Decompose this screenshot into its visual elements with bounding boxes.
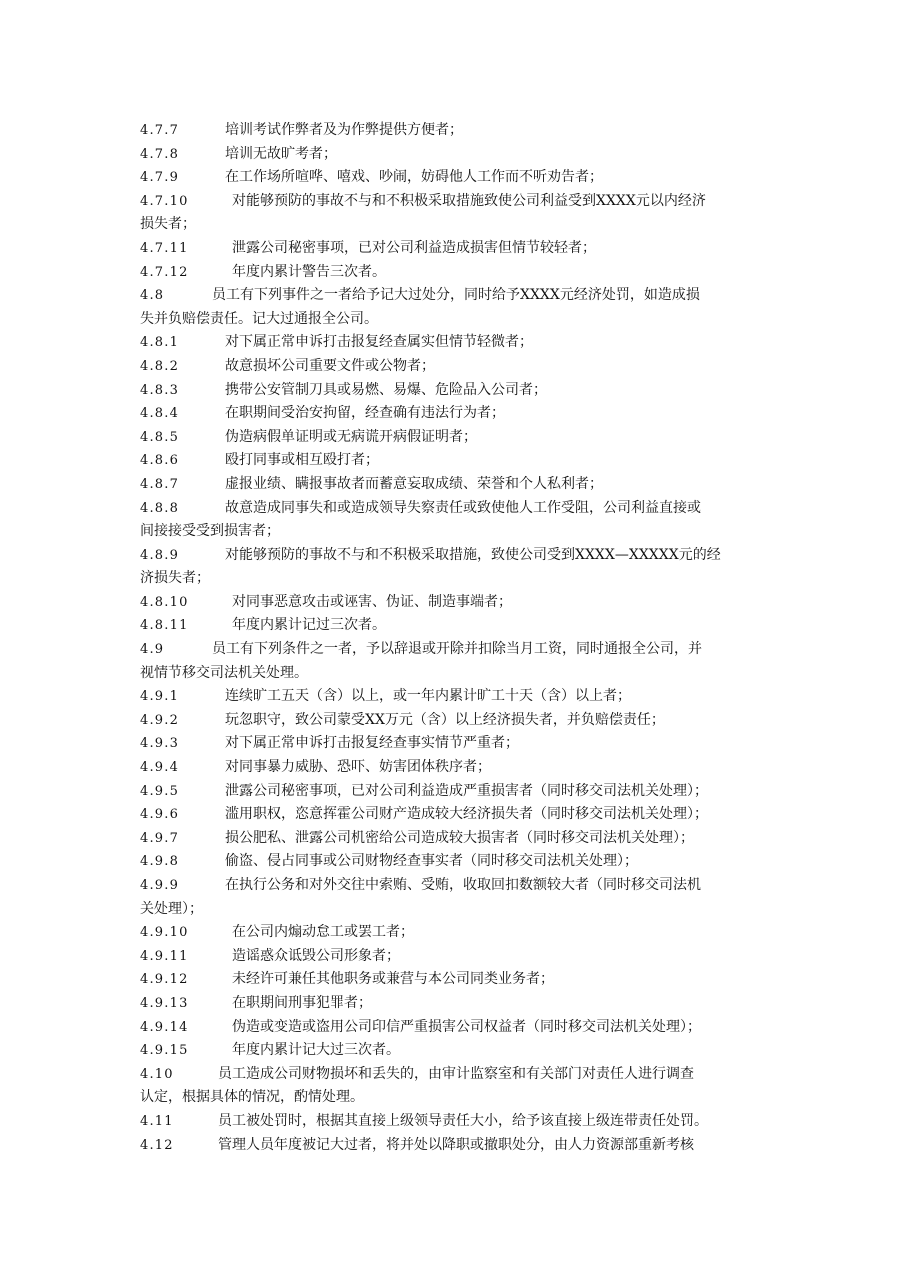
clause-line <box>140 945 780 969</box>
clause-text: 偷盗、侵占同事或公司财物经查事实者（同时移交司法机关处理）； <box>225 853 638 870</box>
clause-text: 济损失者； <box>140 570 210 587</box>
clause-line <box>140 402 780 426</box>
clause-number: 4.9.13 <box>140 995 189 1011</box>
clause-number: 4.8.8 <box>140 500 180 516</box>
clause-number: 4.8.1 <box>140 335 180 351</box>
clause-text: 培训考试作弊者及为作弊提供方便者； <box>225 122 463 138</box>
clause-text: 管理人员年度被记大过者，将并处以降职或撤职处分，由人力资源部重新考核 <box>218 1136 694 1153</box>
clause-text: 故意造成同事失和或造成领导失察责任或致使他人工作受阻，公司利益直接或 <box>225 499 701 516</box>
clause-number: 4.8.11 <box>140 618 189 634</box>
clause-continuation-line <box>140 1086 780 1110</box>
clause-continuation-line <box>140 662 780 686</box>
clause-text: 伪造病假单证明或无病谎开病假证明者； <box>225 428 477 445</box>
clause-text: 员工被处罚时，根据其直接上级领导责任大小，给予该直接上级连带责任处罚。 <box>218 1112 708 1129</box>
clause-text: 认定，根据具体的情况，酌情处理。 <box>140 1089 364 1106</box>
clause-line <box>140 709 780 733</box>
clause-text: 损失者； <box>140 216 196 233</box>
clause-text: 视情节移交司法机关处理。 <box>140 664 308 681</box>
clause-line <box>140 119 780 143</box>
clause-text: 对能够预防的事故不与和不积极采取措施，致使公司受到XXXX—XXXXX元的经 <box>225 546 721 563</box>
clause-number: 4.7.10 <box>140 193 189 209</box>
clause-continuation-line <box>140 520 780 544</box>
clause-number: 4.8.3 <box>140 382 180 398</box>
clause-line <box>140 756 780 780</box>
clause-text: 对同事暴力威胁、恐吓、妨害团体秩序者； <box>225 759 491 776</box>
clause-number: 4.9.14 <box>140 1019 189 1035</box>
clause-number: 4.9.8 <box>140 854 180 870</box>
clause-line <box>140 261 780 285</box>
clause-text: 对下属正常申诉打击报复经查属实但情节轻微者； <box>225 334 533 351</box>
clause-text: 殴打同事或相互殴打者； <box>225 452 379 469</box>
clause-number: 4.8 <box>140 288 165 304</box>
clause-text: 在工作场所喧哗、嘻戏、吵闹，妨碍他人工作而不听劝告者； <box>225 169 603 186</box>
clause-line <box>140 449 780 473</box>
clause-number: 4.9.12 <box>140 972 189 988</box>
clause-text: 造谣惑众诋毁公司形象者； <box>232 947 400 964</box>
clause-text: 失并负赔偿责任。记大过通报全公司。 <box>140 310 378 327</box>
clause-line <box>140 638 780 662</box>
clause-continuation-line <box>140 567 780 591</box>
clause-text: 在公司内煽动怠工或罢工者； <box>232 924 414 941</box>
clause-text: 损公肥私、泄露公司机密给公司造成较大损害者（同时移交司法机关处理）； <box>225 829 694 846</box>
clause-line <box>140 544 780 568</box>
clause-number: 4.8.7 <box>140 476 180 492</box>
clause-continuation-line <box>140 308 780 332</box>
clause-line <box>140 992 780 1016</box>
clause-text: 关处理）； <box>140 900 203 917</box>
clause-number: 4.9.3 <box>140 736 180 752</box>
clause-continuation-line <box>140 898 780 922</box>
clause-number: 4.8.9 <box>140 547 180 563</box>
clause-line <box>140 874 780 898</box>
clause-text: 年度内累计记过三次者。 <box>232 617 386 634</box>
clause-text: 员工有下列条件之一者，予以辞退或开除并扣除当月工资，同时通报全公司，并 <box>212 641 702 658</box>
clause-line <box>140 331 780 355</box>
clause-number: 4.11 <box>140 1113 174 1129</box>
clause-line <box>140 1110 780 1134</box>
clause-number: 4.8.10 <box>140 594 189 610</box>
clause-number: 4.9.9 <box>140 878 180 893</box>
clause-line <box>140 921 780 945</box>
clause-text: 虚报业绩、瞒报事故者而蓄意妄取成绩、荣誉和个人私利者； <box>225 475 603 492</box>
clause-line <box>140 237 780 261</box>
clause-line <box>140 1039 780 1063</box>
clause-text: 在执行公务和对外交往中索贿、受贿，收取回扣数额较大者（同时移交司法机 <box>225 877 701 893</box>
clause-number: 4.7.7 <box>140 123 180 138</box>
clause-number: 4.12 <box>140 1137 174 1153</box>
regulation-text-body <box>140 119 780 1157</box>
clause-text: 在职期间刑事犯罪者； <box>232 994 372 1011</box>
clause-number: 4.9.5 <box>140 783 180 799</box>
clause-line <box>140 1063 780 1087</box>
clause-text: 泄露公司秘密事项，已对公司利益造成损害但情节较轻者； <box>232 239 596 256</box>
clause-line <box>140 426 780 450</box>
clause-number: 4.9.6 <box>140 807 180 823</box>
clause-number: 4.8.4 <box>140 406 180 422</box>
clause-text: 对同事恶意攻击或诬害、伪证、制造事端者； <box>232 593 512 610</box>
clause-number: 4.7.9 <box>140 170 180 186</box>
clause-line <box>140 850 780 874</box>
clause-text: 对下属正常申诉打击报复经查事实情节严重者； <box>225 735 519 752</box>
clause-number: 4.7.12 <box>140 264 189 280</box>
clause-number: 4.10 <box>140 1066 174 1082</box>
clause-line <box>140 968 780 992</box>
clause-line <box>140 780 780 804</box>
clause-text: 在职期间受治安拘留，经查确有违法行为者； <box>225 405 505 422</box>
clause-line <box>140 614 780 638</box>
clause-number: 4.8.5 <box>140 429 180 445</box>
clause-line <box>140 827 780 851</box>
clause-line <box>140 190 780 214</box>
clause-number: 4.7.11 <box>140 240 189 256</box>
clause-line <box>140 591 780 615</box>
clause-number: 4.8.6 <box>140 453 180 469</box>
clause-number: 4.9.7 <box>140 830 180 846</box>
clause-text: 培训无故旷考者； <box>225 145 337 162</box>
clause-line <box>140 284 780 308</box>
clause-continuation-line <box>140 213 780 237</box>
clause-text: 故意损坏公司重要文件或公物者； <box>225 357 435 374</box>
clause-number: 4.9.1 <box>140 689 180 705</box>
clause-text: 泄露公司秘密事项，已对公司利益造成严重损害者（同时移交司法机关处理）； <box>225 782 708 799</box>
clause-text: 伪造或变造或盗用公司印信严重损害公司权益者（同时移交司法机关处理）； <box>232 1018 701 1035</box>
clause-number: 4.7.8 <box>140 146 180 162</box>
clause-line <box>140 685 780 709</box>
clause-line <box>140 803 780 827</box>
clause-line <box>140 166 780 190</box>
clause-text: 员工有下列事件之一者给予记大过处分，同时给予XXXX元经济处罚，如造成损 <box>212 287 700 304</box>
clause-text: 间接接受受到损害者； <box>140 523 280 540</box>
clause-number: 4.9.10 <box>140 925 189 941</box>
clause-text: 滥用职权，恣意挥霍公司财产造成较大经济损失者（同时移交司法机关处理）； <box>225 806 708 823</box>
clause-text: 对能够预防的事故不与和不积极采取措施致使公司利益受到XXXX元以内经济 <box>232 192 706 209</box>
clause-number: 4.8.2 <box>140 358 180 374</box>
clause-text: 携带公安管制刀具或易燃、易爆、危险品入公司者； <box>225 381 547 398</box>
clause-line <box>140 732 780 756</box>
clause-line <box>140 473 780 497</box>
clause-line <box>140 497 780 521</box>
clause-number: 4.9.4 <box>140 760 180 776</box>
clause-number: 4.9.11 <box>140 948 189 964</box>
clause-line <box>140 1016 780 1040</box>
clause-text: 未经许可兼任其他职务或兼营与本公司同类业务者； <box>232 971 554 988</box>
clause-number: 4.9.2 <box>140 712 180 728</box>
clause-text: 年度内累计警告三次者。 <box>232 263 386 280</box>
clause-text: 员工造成公司财物损坏和丢失的，由审计监察室和有关部门对责任人进行调查 <box>218 1065 694 1082</box>
clause-line <box>140 355 780 379</box>
clause-text: 玩忽职守，致公司蒙受XX万元（含）以上经济损失者，并负赔偿责任； <box>225 711 665 728</box>
clause-text: 年度内累计记大过三次者。 <box>232 1042 400 1059</box>
clause-line <box>140 1134 780 1158</box>
clause-text: 连续旷工五天（含）以上，或一年内累计旷工十天（含）以上者； <box>225 688 631 705</box>
clause-line <box>140 143 780 167</box>
clause-number: 4.9 <box>140 642 165 658</box>
clause-line <box>140 379 780 403</box>
clause-number: 4.9.15 <box>140 1043 189 1059</box>
